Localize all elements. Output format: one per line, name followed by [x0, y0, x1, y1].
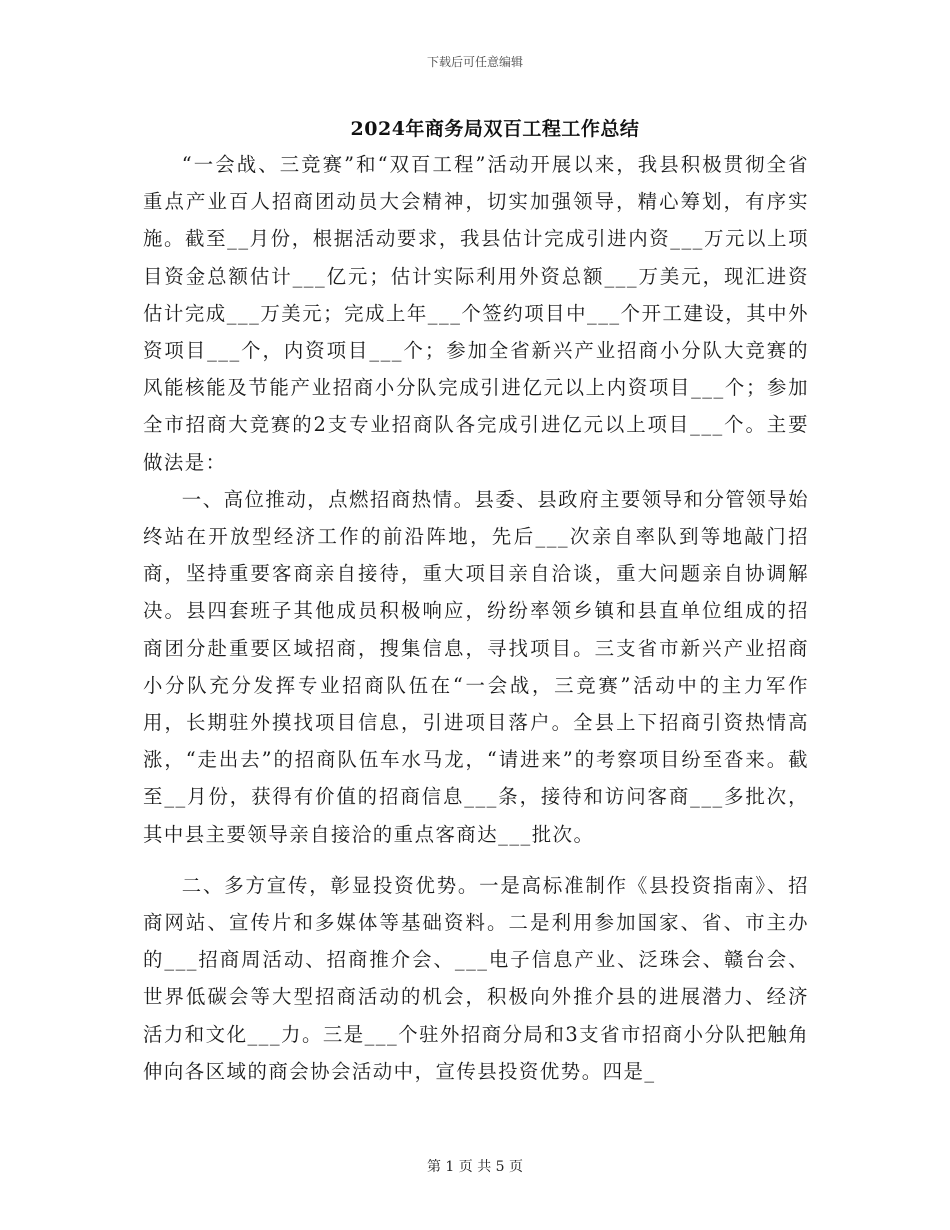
page-header-note: 下载后可任意编辑 [426, 55, 523, 69]
document-title: 2024年商务局双百工程工作总结 [350, 118, 640, 140]
paragraph-section-1: 一、高位推动，点燃招商热情。县委、县政府主要领导和分管领导始终站在开放型经济工作的前沿阵地，先后___次亲自率队到等地敲门招商，坚持重要客商亲自接待，重大项目亲自洽谈，重大问题亲自协调解决。县四套班子其他成员积极响应，纷纷率领乡镇和县直单位组成的招商团分赴重要区域招商，搜集信息，寻找项目。三支省市新兴产业招商小分队充分发挥专业招商队伍在“一会战，三竞赛”活动中的主力军作用，长期驻外摸找项目信息，引进项目落户。全县上下招商引资热情高涨，“走出去”的招商队伍车水马龙，“请进来”的考察项目纷至沓来。截至__月份，获得有价值的招商信息___条，接待和访问客商___多批次，其中县主要领导亲自接洽的重点客商达___批次。 [143, 487, 809, 846]
page-number-footer: 第 1 页 共 5 页 [426, 1159, 524, 1175]
document-body [143, 146, 809, 1090]
paragraph-intro: “一会战、三竞赛”和“双百工程”活动开展以来，我县积极贯彻全省重点产业百人招商团动员大会精神，切实加强领导，精心筹划，有序实施。截至__月份，根据活动要求，我县估计完成引进内资___万元以上项目资金总额估计___亿元；估计实际利用外资总额___万美元，现汇进资估计完成___万美元；完成上年___个签约项目中___个开工建设，其中外资项目___个，内资项目___个；参加全省新兴产业招商小分队大竞赛的风能核能及节能产业招商小分队完成引进亿元以上内资项目___个；参加全市招商大竞赛的2支专业招商队各完成引进亿元以上项目___个。主要做法是： [143, 153, 809, 474]
paragraph-section-2: 二、多方宣传，彰显投资优势。一是高标准制作《县投资指南》、招商网站、宣传片和多媒体等基础资料。二是利用参加国家、省、市主办的___招商周活动、招商推介会、___电子信息产业、泛珠会、赣台会、世界低碳会等大型招商活动的机会，积极向外推介县的进展潜力、经济活力和文化___力。三是___个驻外招商分局和3支省市招商小分队把触角伸向各区域的商会协会活动中，宣传县投资优势。四是_ [143, 873, 809, 1083]
